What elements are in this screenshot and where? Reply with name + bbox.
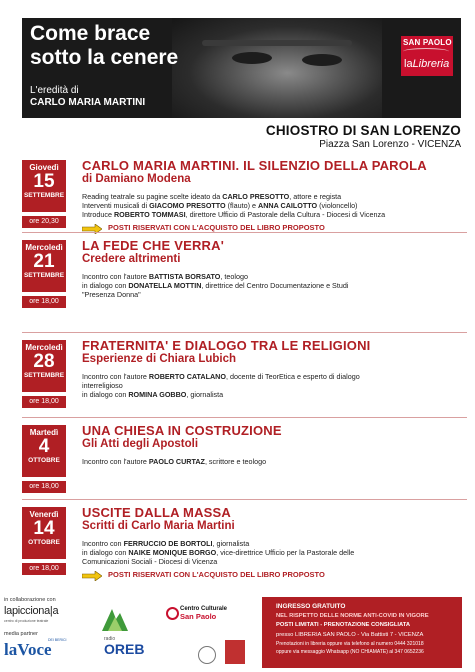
header-banner — [22, 18, 461, 118]
person-name: GIACOMO PRESOTTO — [149, 201, 226, 210]
event-month: SETTEMBRE — [23, 192, 65, 199]
oreb-name: OREB — [104, 641, 145, 657]
event-title: USCITE DALLA MASSA — [82, 505, 232, 520]
partner-green-logo-icon — [100, 605, 130, 633]
person-name: DONATELLA MOTTIN — [128, 281, 202, 290]
event-divider — [22, 232, 467, 233]
description-line — [82, 539, 457, 548]
description-text: , scrittore e teologo — [204, 457, 267, 466]
date-box — [22, 160, 66, 212]
event-description — [82, 192, 457, 219]
event-time: ore 18,00 — [22, 563, 66, 575]
description-text: in dialogo con — [82, 281, 129, 290]
info-whatsapp: oppure via messaggio Whatsapp (NO CHIAMATE) al 347 0652236 — [276, 649, 424, 655]
partner-red-logo-icon — [225, 640, 245, 664]
event-time: ore 20,30 — [22, 216, 66, 228]
info-phone: Prenotazioni in libreria oppure via telefono al numero 0444 321018 — [276, 641, 424, 647]
venue-address: Piazza San Lorenzo - VICENZA — [319, 139, 461, 150]
media-label: media partner — [4, 631, 38, 637]
description-line — [82, 381, 457, 390]
description-line — [82, 201, 457, 210]
description-line — [82, 548, 457, 557]
description-text: Introduce — [82, 210, 114, 219]
description-line — [82, 281, 457, 290]
lapiccionaia-logo: lapicciona|a — [4, 605, 59, 617]
description-text: , teologo — [220, 272, 248, 281]
description-text: , vice-direttrice Ufficio per la Pastorale delle — [216, 548, 355, 557]
event-description — [82, 372, 457, 399]
description-text: interreligioso — [82, 381, 123, 390]
info-free-entry: INGRESSO GRATUITO — [276, 603, 346, 610]
info-covid: NEL RISPETTO DELLE NORME ANTI-COVID IN VIGORE — [276, 613, 429, 619]
description-text: Incontro con l'autore — [82, 457, 149, 466]
date-box — [22, 507, 66, 559]
person-name: ROBERTO TOMMASI — [113, 210, 186, 219]
description-text: Reading teatrale su pagine scelte ideato da — [82, 192, 223, 201]
event-subtitle: Esperienze di Chiara Lubich — [82, 353, 237, 365]
venue — [266, 123, 461, 150]
description-line — [82, 557, 457, 566]
description-line — [82, 272, 457, 281]
event-weekday: Mercoledì — [25, 343, 63, 352]
date-box — [22, 240, 66, 292]
logo-swoosh-icon — [403, 48, 449, 55]
description-text: in dialogo con — [82, 390, 129, 399]
event-month: SETTEMBRE — [23, 372, 65, 379]
event-subtitle: Gli Atti degli Apostoli — [82, 438, 199, 450]
person-name: PAOLO CURTAZ — [148, 457, 205, 466]
lapiccionaia-tagline: centro di produzione teatrale — [4, 619, 49, 623]
event-title: LA FEDE CHE VERRA' — [82, 238, 224, 253]
date-box — [22, 340, 66, 392]
event-month: SETTEMBRE — [23, 272, 65, 279]
info-limited: POSTI LIMITATI - PRENOTAZIONE CONSIGLIATA — [276, 622, 411, 628]
event-subtitle: di Damiano Modena — [82, 173, 191, 185]
lavoce-logo: laVoce — [4, 640, 52, 659]
description-text: (violoncello) — [317, 201, 358, 210]
logo-la: la — [404, 58, 413, 70]
event-description — [82, 539, 457, 566]
event-title: UNA CHIESA IN COSTRUZIONE — [82, 423, 282, 438]
description-line — [82, 390, 457, 399]
centro-culturale-logo — [166, 606, 226, 632]
description-text: , direttore Ufficio di Pastorale della Cultura - Diocesi di Vicenza — [185, 210, 386, 219]
event-subtitle: Scritti di Carlo Maria Martini — [82, 520, 235, 532]
event-month: OTTOBRE — [28, 457, 60, 464]
reserved-seats-text: POSTI RISERVATI CON L'ACQUISTO DEL LIBRO PROPOSTO — [108, 570, 325, 579]
description-line — [82, 372, 457, 381]
event-day: 4 — [38, 436, 50, 457]
event-title: CARLO MARIA MARTINI. IL SILENZIO DELLA PAROLA — [82, 158, 427, 173]
event-day: 15 — [33, 171, 55, 192]
cc-text — [180, 606, 227, 620]
person-name: CARLO PRESOTTO — [222, 192, 290, 201]
person-name: FERRUCCIO DE BORTOLI — [123, 539, 213, 548]
description-line — [82, 192, 457, 201]
legacy-author: CARLO MARIA MARTINI — [30, 97, 146, 108]
logo-libreria — [404, 58, 449, 70]
event-weekday: Venerdì — [29, 510, 59, 519]
lavoce-tagline: DEI BERICI — [48, 638, 67, 642]
event-weekday: Martedì — [29, 428, 59, 437]
description-text: , docente di TeorEtica e esperto di dialogo — [225, 372, 360, 381]
description-text: , attore e regista — [289, 192, 342, 201]
title-line-1: Come brace — [30, 22, 151, 45]
logo-libreria-word: Libreria — [412, 58, 450, 70]
description-line — [82, 210, 457, 219]
event-title: FRATERNITA' E DIALOGO TRA LE RELIGIONI — [82, 338, 371, 353]
logo-brand: SAN PAOLO — [403, 38, 452, 47]
reserved-seats-text: POSTI RISERVATI CON L'ACQUISTO DEL LIBRO PROPOSTO — [108, 223, 325, 232]
description-line — [82, 457, 457, 466]
venue-name: CHIOSTRO DI SAN LORENZO — [265, 123, 461, 138]
date-box — [22, 425, 66, 477]
description-text: in dialogo con — [82, 548, 129, 557]
arrow-right-icon — [82, 571, 102, 581]
event-weekday: Mercoledì — [25, 243, 63, 252]
description-text: Incontro con — [82, 539, 124, 548]
legacy-label — [30, 85, 145, 109]
collab-label: in collaborazione con — [4, 597, 56, 603]
cc-line-1: Centro Culturale — [180, 606, 228, 612]
event-day: 28 — [33, 351, 55, 372]
event-time: ore 18,00 — [22, 396, 66, 408]
description-text: , direttrice del Centro Documentazione e Studi — [201, 281, 349, 290]
description-text: Incontro con l'autore — [82, 272, 149, 281]
event-month: OTTOBRE — [28, 539, 60, 546]
legacy-prefix: L'eredità di — [30, 85, 79, 96]
description-text: Interventi musicali di — [82, 201, 150, 210]
event-description — [82, 272, 457, 299]
person-name: ANNA CAILOTTO — [258, 201, 318, 210]
description-text: "Presenza Donna" — [82, 290, 141, 299]
description-text: Incontro con l'autore — [82, 372, 149, 381]
partner-round-logo-icon — [198, 646, 216, 664]
oreb-radio-label: radio — [104, 636, 116, 642]
poster-title — [30, 22, 230, 70]
person-name: BATTISTA BORSATO — [148, 272, 221, 281]
info-location: presso LIBRERIA SAN PAOLO - Via Battisti 7 - VICENZA — [276, 632, 424, 638]
event-time: ore 18,00 — [22, 481, 66, 493]
title-line-2: sotto la cenere — [30, 46, 179, 69]
cc-line-2: San Paolo — [180, 612, 217, 621]
event-divider — [22, 417, 467, 418]
person-name: ROBERTO CATALANO — [148, 372, 226, 381]
description-text: Comunicazioni Sociali - Diocesi di Vicenza — [82, 557, 218, 566]
cc-swoosh-icon — [166, 607, 179, 620]
description-text: (flauto) e — [225, 201, 259, 210]
description-line — [82, 290, 457, 299]
event-divider — [22, 332, 467, 333]
san-paolo-logo — [401, 36, 453, 76]
event-subtitle: Credere altrimenti — [82, 253, 181, 265]
info-box — [262, 597, 462, 668]
description-text: , giornalista — [212, 539, 250, 548]
event-divider — [22, 499, 467, 500]
event-day: 21 — [33, 251, 55, 272]
person-name: ROMINA GOBBO — [128, 390, 187, 399]
description-text: , giornalista — [186, 390, 224, 399]
event-description — [82, 457, 457, 466]
person-name: NAIKE MONIQUE BORGO — [128, 548, 217, 557]
event-time: ore 18,00 — [22, 296, 66, 308]
event-weekday: Giovedì — [29, 163, 59, 172]
event-day: 14 — [33, 518, 55, 539]
